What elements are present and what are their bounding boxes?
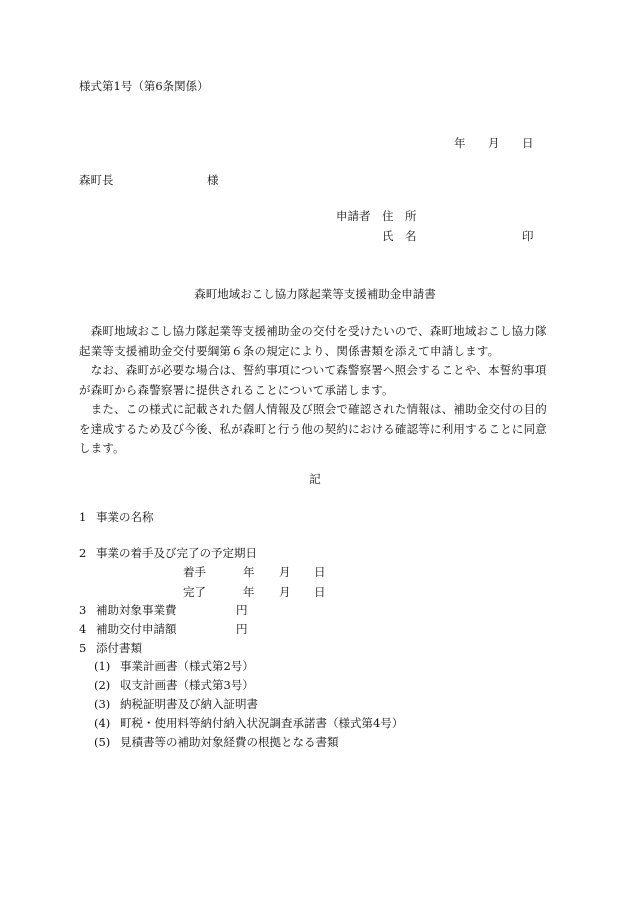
attachment-label: 事業計画書（様式第2号） <box>120 659 254 673</box>
attachment-number: (1) <box>94 659 111 673</box>
requested-amount-unit: 円 <box>236 622 248 636</box>
schedule-end-day: 日 <box>314 585 326 599</box>
item-label: 事業の着手及び完了の予定期日 <box>96 546 257 560</box>
item-project-cost <box>79 605 177 617</box>
seal-label: 印 <box>522 229 534 243</box>
schedule-start-month: 月 <box>279 565 291 579</box>
schedule-start-year: 年 <box>243 565 255 579</box>
attachment-label: 見積書等の補助対象経費の根拠となる書類 <box>120 735 339 749</box>
recipient-honorific: 様 <box>207 173 219 187</box>
schedule-start-day: 日 <box>314 565 326 579</box>
item-number: 3 <box>79 603 87 617</box>
attachment-label: 収支計画書（様式第3号） <box>120 678 254 692</box>
item-label: 補助対象事業費 <box>96 603 177 617</box>
body-paragraph: なお、森町が必要な場合は、誓約事項について森警察署へ照会することや、本誓約事項が森町から森警察署に提供されることについて承諾します。 <box>79 363 547 397</box>
item-requested-amount <box>79 624 177 636</box>
attachment-item <box>94 680 254 692</box>
recipient-name: 森町長 <box>79 173 114 187</box>
name-label: 氏 名 <box>382 229 417 243</box>
item-number: 2 <box>79 546 87 560</box>
item-number: 1 <box>79 510 87 524</box>
schedule-start-label: 着手 <box>183 565 206 579</box>
project-cost-unit: 円 <box>236 603 248 617</box>
attachment-number: (3) <box>94 697 111 711</box>
attachment-item <box>94 737 339 749</box>
attachment-label: 町税・使用料等納付納入状況調査承諾書（様式第4号） <box>120 716 404 730</box>
attachment-label: 納税証明書及び納入証明書 <box>120 697 258 711</box>
item-label: 補助交付申請額 <box>96 622 177 636</box>
item-attachments <box>79 643 142 655</box>
ki-heading: 記 <box>309 472 321 486</box>
item-business-name <box>79 512 154 524</box>
item-number: 4 <box>79 622 87 636</box>
date-day-label: 日 <box>522 136 534 150</box>
item-schedule <box>79 548 257 560</box>
document-title: 森町地域おこし協力隊起業等支援補助金申請書 <box>194 287 436 301</box>
date-month-label: 月 <box>488 136 500 150</box>
item-label: 添付書類 <box>96 641 142 655</box>
address-label: 住 所 <box>382 209 417 223</box>
schedule-end-year: 年 <box>243 585 255 599</box>
attachment-number: (4) <box>94 716 111 730</box>
form-number: 様式第1号（第6条関係） <box>79 79 209 93</box>
attachment-item <box>94 718 403 730</box>
item-number: 5 <box>79 641 87 655</box>
attachment-number: (5) <box>94 735 111 749</box>
attachment-number: (2) <box>94 678 111 692</box>
schedule-end-month: 月 <box>279 585 291 599</box>
applicant-label: 申請者 <box>336 209 371 223</box>
item-label: 事業の名称 <box>96 510 154 524</box>
date-year-label: 年 <box>454 136 466 150</box>
schedule-end-label: 完了 <box>183 585 206 599</box>
attachment-item <box>94 699 258 711</box>
attachment-item <box>94 661 254 673</box>
body-paragraph: 森町地域おこし協力隊起業等支援補助金の交付を受けたいので、森町地域おこし協力隊起業等支援補助金交付要綱第６条の規定により、関係書類を添えて申請します。 <box>79 324 547 358</box>
body-paragraph: また、この様式に記載された個人情報及び照会で確認された情報は、補助金交付の目的を達成するため及び今後、私が森町と行う他の契約における確認等に利用することに同意します。 <box>79 402 547 455</box>
